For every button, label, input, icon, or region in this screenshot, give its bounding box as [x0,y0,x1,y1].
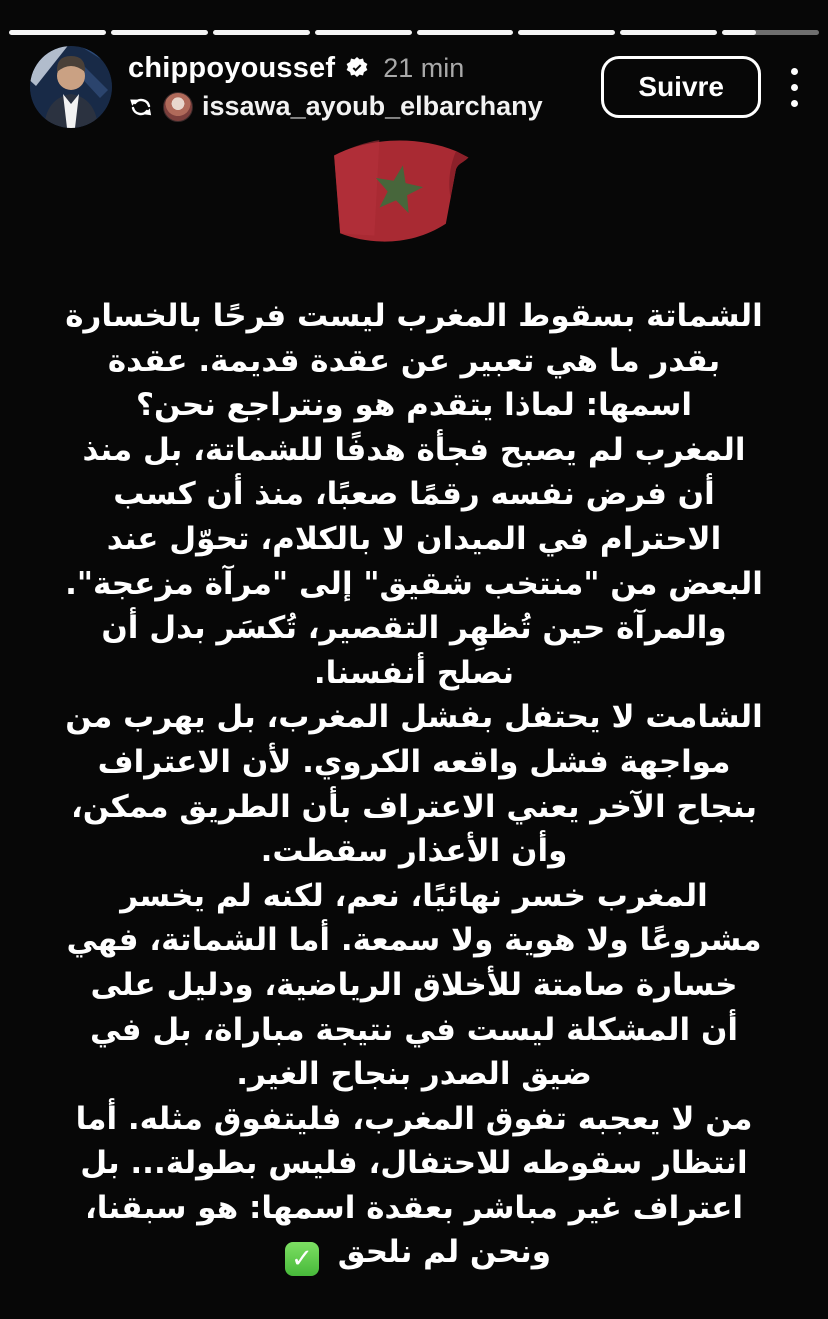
progress-segment [518,30,615,35]
name-row [128,52,587,85]
story-text-line: من لا يعجبه تفوق المغرب، فليتفوق مثله. أما [75,1100,753,1137]
story-header [30,46,802,128]
progress-segment [722,30,819,35]
story-text-line: البعض من "منتخب شقيق" إلى "مرآة مزعجة". [65,565,763,602]
timestamp: 21 min [383,53,465,83]
story-text-line: انتظار سقوطه للاحتفال، فليس بطولة... بل [80,1145,748,1182]
story-text-line: أن فرض نفسه رقمًا صعبًا، منذ أن كسب [113,476,715,513]
story-text-line: الشماتة بسقوط المغرب ليست فرحًا بالخسارة [65,298,763,334]
story-text-line: أن المشكلة ليست في نتيجة مباراة، بل في [89,1011,739,1048]
story-text-line: بنجاح الآخر يعني الاعتراف بأن الطريق ممكن، [70,788,758,825]
story-text-line: وأن الأعذار سقطت. [260,833,568,870]
repost-username[interactable]: issawa_ayoub_elbarchany [202,91,543,121]
story-text-line: الشامت لا يحتفل بفشل المغرب، بل يهرب من [65,699,763,736]
story-progress-bar[interactable] [9,30,819,35]
story-text-line: اعتراف غير مباشر بعقدة اسمها: هو سبقنا، [84,1189,743,1226]
morocco-flag-image [312,130,492,250]
story-text-line: مشروعًا ولا هوية ولا سمعة. أما الشماتة، فهي [66,922,762,959]
repost-icon [128,94,154,120]
verified-badge-icon [345,57,369,81]
avatar[interactable] [30,46,112,128]
story-text-line: اسمها: لماذا يتقدم هو ونتراجع نحن؟ [136,387,692,424]
more-options-button[interactable] [787,60,802,115]
header-text-block [128,52,587,122]
dot-icon [791,100,798,107]
story-text-line: ضيق الصدر بنجاح الغير. [236,1056,592,1093]
story-text-line: نصلح أنفسنا. [313,654,515,691]
progress-segment [620,30,717,35]
story-text-line: خسارة صامتة للأخلاق الرياضية، ودليل على [90,966,738,1003]
story-text-line: مواجهة فشل واقعه الكروي. لأن الاعتراف [97,743,731,780]
progress-segment [315,30,412,35]
repost-attribution[interactable] [128,91,587,122]
story-text-line: الاحترام في الميدان لا بالكلام، تحوّل عند [106,520,722,557]
repost-user-avatar [163,92,193,122]
dot-icon [791,68,798,75]
dot-icon [791,84,798,91]
check-emoji: ✓ [285,1242,319,1276]
story-text-line: المغرب لم يصبح فجأة هدفًا للشماتة، بل منذ [82,431,746,468]
progress-segment [417,30,514,35]
story-text-block [20,294,808,1276]
story-text-line: بقدر ما هي تعبير عن عقدة قديمة. عقدة [107,342,721,379]
story-text-line: والمرآة حين تُظهِر التقصير، تُكسَر بدل أن [101,610,727,647]
story-text-line: ونحن لم نلحق ✓ [20,1230,808,1276]
progress-segment [9,30,106,35]
username[interactable]: chippoyoussef [128,52,336,84]
follow-button[interactable]: Suivre [601,56,761,118]
progress-segment [111,30,208,35]
story-text-line: المغرب خسر نهائيًا، نعم، لكنه لم يخسر [120,877,708,914]
avatar-image [30,46,112,128]
progress-segment [213,30,310,35]
